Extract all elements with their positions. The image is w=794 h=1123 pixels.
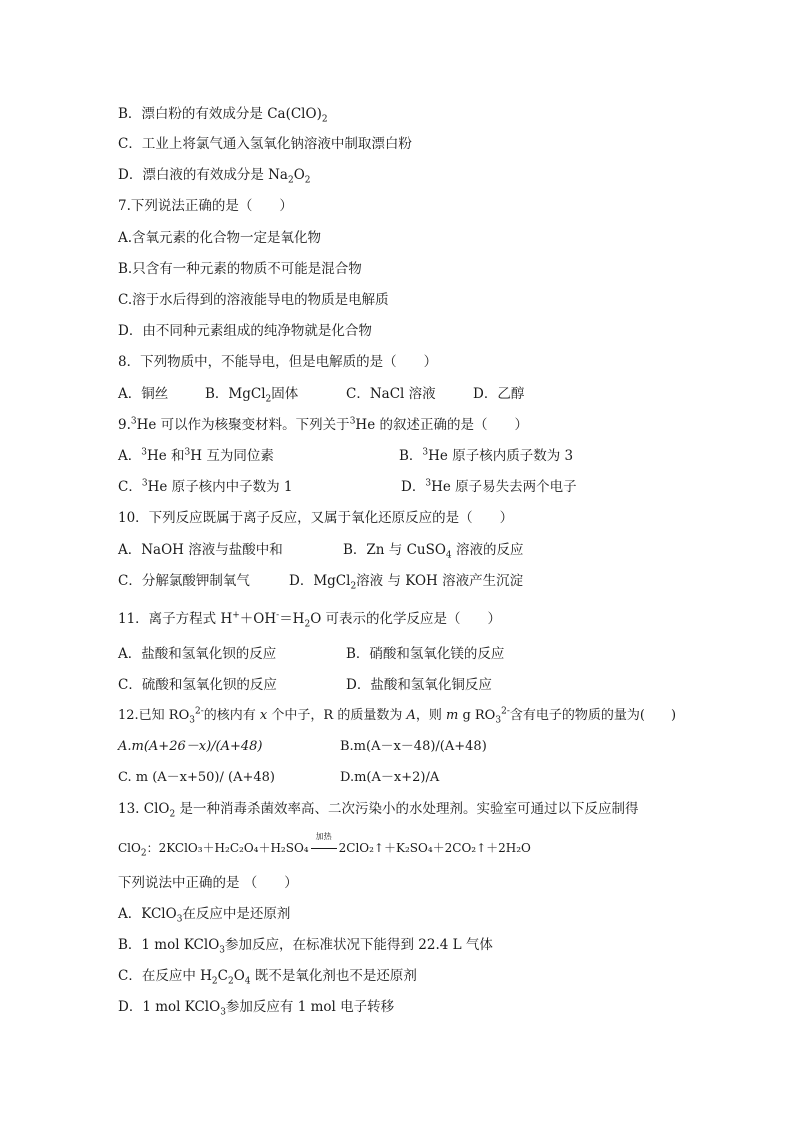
q9-stem: 9.$^3$He 可以作为核聚变材料。下列关于$^3$He 的叙述正确的是（ ） (118, 416, 528, 433)
q8-option-a: A．铜丝 (118, 386, 169, 402)
q7-option-d: D．由不同种元素组成的纯净物就是化合物 (118, 323, 372, 339)
q13-stem: 13. ClO$_2$ 是一种消毒杀菌效率高、二次污染小的水处理剂。实验室可通过以下反应制得 (118, 801, 639, 820)
q11-option-b: B．硝酸和氢氧化镁的反应 (346, 646, 505, 662)
q8-option-b: B．MgCl$_2$固体 (205, 386, 299, 405)
q13-ask: 下列说法中正确的是 （ ） (118, 875, 298, 891)
q9-option-c: C．$^3$He 原子核内中子数为 1 (118, 478, 293, 495)
q12-option-a: A.m(A+26－x)/(A+48) (118, 739, 263, 754)
q12-option-d: D.m(A－x+2)/A (340, 770, 440, 785)
q10-option-a: A．NaOH 溶液与盐酸中和 (118, 542, 283, 558)
q6-option-c: C．工业上将氯气通入氢氧化钠溶液中制取漂白粉 (118, 136, 412, 152)
q8-option-d: D．乙醇 (473, 386, 525, 402)
q11-stem: 11．离子方程式 $H^++OH^-=H_2O$ 可表示的化学反应是（ ） (118, 610, 502, 630)
q7-option-b: B.只含有一种元素的物质不可能是混合物 (118, 261, 362, 277)
q11-option-a: A．盐酸和氢氧化钡的反应 (118, 646, 277, 662)
q9-option-d: D．$^3$He 原子易失去两个电子 (401, 478, 577, 495)
equation-products: 2ClO₂↑＋K₂SO₄＋2CO₂↑＋2H₂O (338, 841, 531, 855)
q12-option-c: C. m (A－x+50)/ (A+48) (118, 770, 275, 785)
q11-option-c: C．硫酸和氢氧化钡的反应 (118, 677, 277, 693)
q7-option-c: C.溶于水后得到的溶液能导电的物质是电解质 (118, 292, 389, 308)
q6-option-b: B．漂白粉的有效成分是 $Ca(ClO)_2$ (118, 106, 328, 125)
q13-option-a: A．KClO$_3$在反应中是还原剂 (118, 906, 291, 925)
q10-stem: 10．下列反应既属于离子反应，又属于氧化还原反应的是（ ） (118, 510, 514, 526)
q8-option-c: C．NaCl 溶液 (346, 386, 436, 402)
q12-option-b: B.m(A－x－48)/(A+48) (340, 739, 487, 754)
q13-option-d: D．1 mol KClO$_3$参加反应有 1 mol 电子转移 (118, 999, 395, 1018)
q11-option-d: D．盐酸和氢氧化铜反应 (346, 677, 492, 693)
q13-equation: ClO$_2$：2KClO₃＋H₂C₂O₄＋H₂SO₄ 加热 2ClO₂↑＋K₂SO₄＋2CO₂↑＋2H₂O (118, 839, 531, 857)
q8-stem: 8．下列物质中，不能导电，但是电解质的是（ ） (118, 354, 438, 370)
q7-stem: 7.下列说法正确的是（ ） (118, 198, 293, 214)
q9-option-b: B．$^3$He 原子核内质子数为 3 (399, 447, 574, 464)
q7-option-a: A.含氧元素的化合物一定是氧化物 (118, 230, 322, 246)
q9-option-a: A．$^3$He 和$^3$H 互为同位素 (118, 447, 274, 464)
q10-option-d: D．MgCl$_2$溶液 与 KOH 溶液产生沉淀 (289, 573, 524, 592)
equation-reactants: 2KClO₃＋H₂C₂O₄＋H₂SO₄ (158, 841, 309, 855)
heat-condition-label: 加热 (315, 832, 332, 841)
equation-equals-line (311, 848, 337, 849)
q12-stem: 12.已知 $RO_3^{2-}$的核内有 x 个中子，R 的质量数为 A，则 m g $RO_3^{2-}$含有电子的物质的量为( ) (118, 706, 677, 726)
q13-option-c: C．在反应中 $H_2C_2O_4$ 既不是氧化剂也不是还原剂 (118, 968, 417, 987)
equation-heat-arrow (309, 832, 339, 857)
q6-option-d: D．漂白液的有效成分是 $Na_2O_2$ (118, 167, 311, 186)
q10-option-b: B．Zn 与 CuSO$_4$ 溶液的反应 (343, 542, 524, 561)
q13-option-b: B．1 mol KClO$_3$参加反应，在标准状况下能得到 22.4 L 气体 (118, 937, 493, 956)
q10-option-c: C．分解氯酸钾制氧气 (118, 573, 250, 589)
